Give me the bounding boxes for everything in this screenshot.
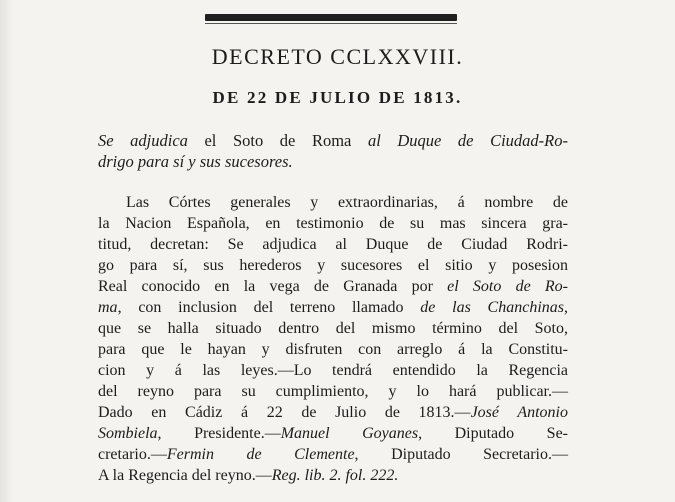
italic-text: Sombiela — [98, 425, 158, 442]
text-run: la Nacion Española, en testimonio de su mas sincera gra- — [98, 215, 568, 232]
body-line — [98, 318, 568, 339]
text-run: Las Córtes generales y extraordinarias, á nombre de — [126, 194, 568, 211]
header-rule — [205, 14, 457, 21]
text-run: que se halla situado dentro del mismo término del Soto, — [98, 320, 568, 337]
text-run: , Diputado Secretario.— — [354, 446, 568, 463]
header-rule-thin — [205, 23, 457, 24]
text-run: cretario.— — [98, 446, 167, 463]
body-line — [98, 465, 568, 486]
text-run: cion y á las leyes.—Lo tendrá entendido la Regencia — [98, 362, 568, 379]
italic-text: ma — [98, 299, 118, 316]
summary-line — [98, 130, 568, 151]
text-run: Real conocido en la vega de Granada por — [98, 278, 448, 295]
italic-text: al Duque de Ciudad-Ro- — [367, 131, 568, 150]
italic-text: Se adjudica — [98, 131, 188, 150]
body-line — [98, 255, 568, 276]
text-run: del reyno para su cumplimiento, y lo hará publicar.— — [98, 383, 568, 400]
italic-text: José Antonio — [470, 404, 568, 421]
text-run: Dado en Cádiz á 22 de Julio de 1813.— — [98, 404, 471, 421]
decree-body — [98, 192, 568, 486]
text-run: para que le hayan y disfruten con arreglo á la Constitu- — [98, 341, 568, 358]
text-run: , con inclusion del terreno llamado — [117, 299, 421, 316]
text-run: el Soto de Roma — [187, 131, 368, 150]
text-run: A la Regencia del reyno.— — [98, 467, 272, 484]
body-line — [98, 402, 568, 423]
decree-heading: DECRETO CCLXXVIII. — [211, 44, 464, 69]
body-line — [98, 234, 568, 255]
summary-line — [98, 151, 568, 172]
italic-text: Fermin de Clemente — [166, 446, 355, 463]
text-run: go para sí, sus herederos y sucesores el sitio y posesion — [98, 257, 568, 274]
body-line — [98, 339, 568, 360]
body-line — [98, 213, 568, 234]
text-run: titud, decretan: Se adjudica al Duque de Ciudad Rodri- — [98, 236, 568, 253]
italic-text: de las Chanchinas — [420, 299, 564, 316]
body-line — [98, 360, 568, 381]
text-run: , Presidente.— — [157, 425, 281, 442]
body-line — [98, 423, 568, 444]
body-line — [98, 297, 568, 318]
text-run: , Diputado Se- — [418, 425, 568, 442]
decree-summary — [98, 130, 568, 172]
italic-text: Reg. lib. 2. fol. 222. — [271, 467, 399, 484]
italic-text: Manuel Goyanes — [280, 425, 419, 442]
italic-text: drigo para sí y sus sucesores. — [98, 152, 293, 171]
decree-date: DE 22 DE JULIO DE 1813. — [212, 88, 463, 107]
page-edge — [0, 0, 14, 502]
text-run: , — [564, 299, 568, 316]
body-line — [98, 444, 568, 465]
italic-text: el Soto de Ro- — [447, 278, 568, 295]
body-line — [98, 192, 568, 213]
body-line — [98, 276, 568, 297]
body-line — [98, 381, 568, 402]
